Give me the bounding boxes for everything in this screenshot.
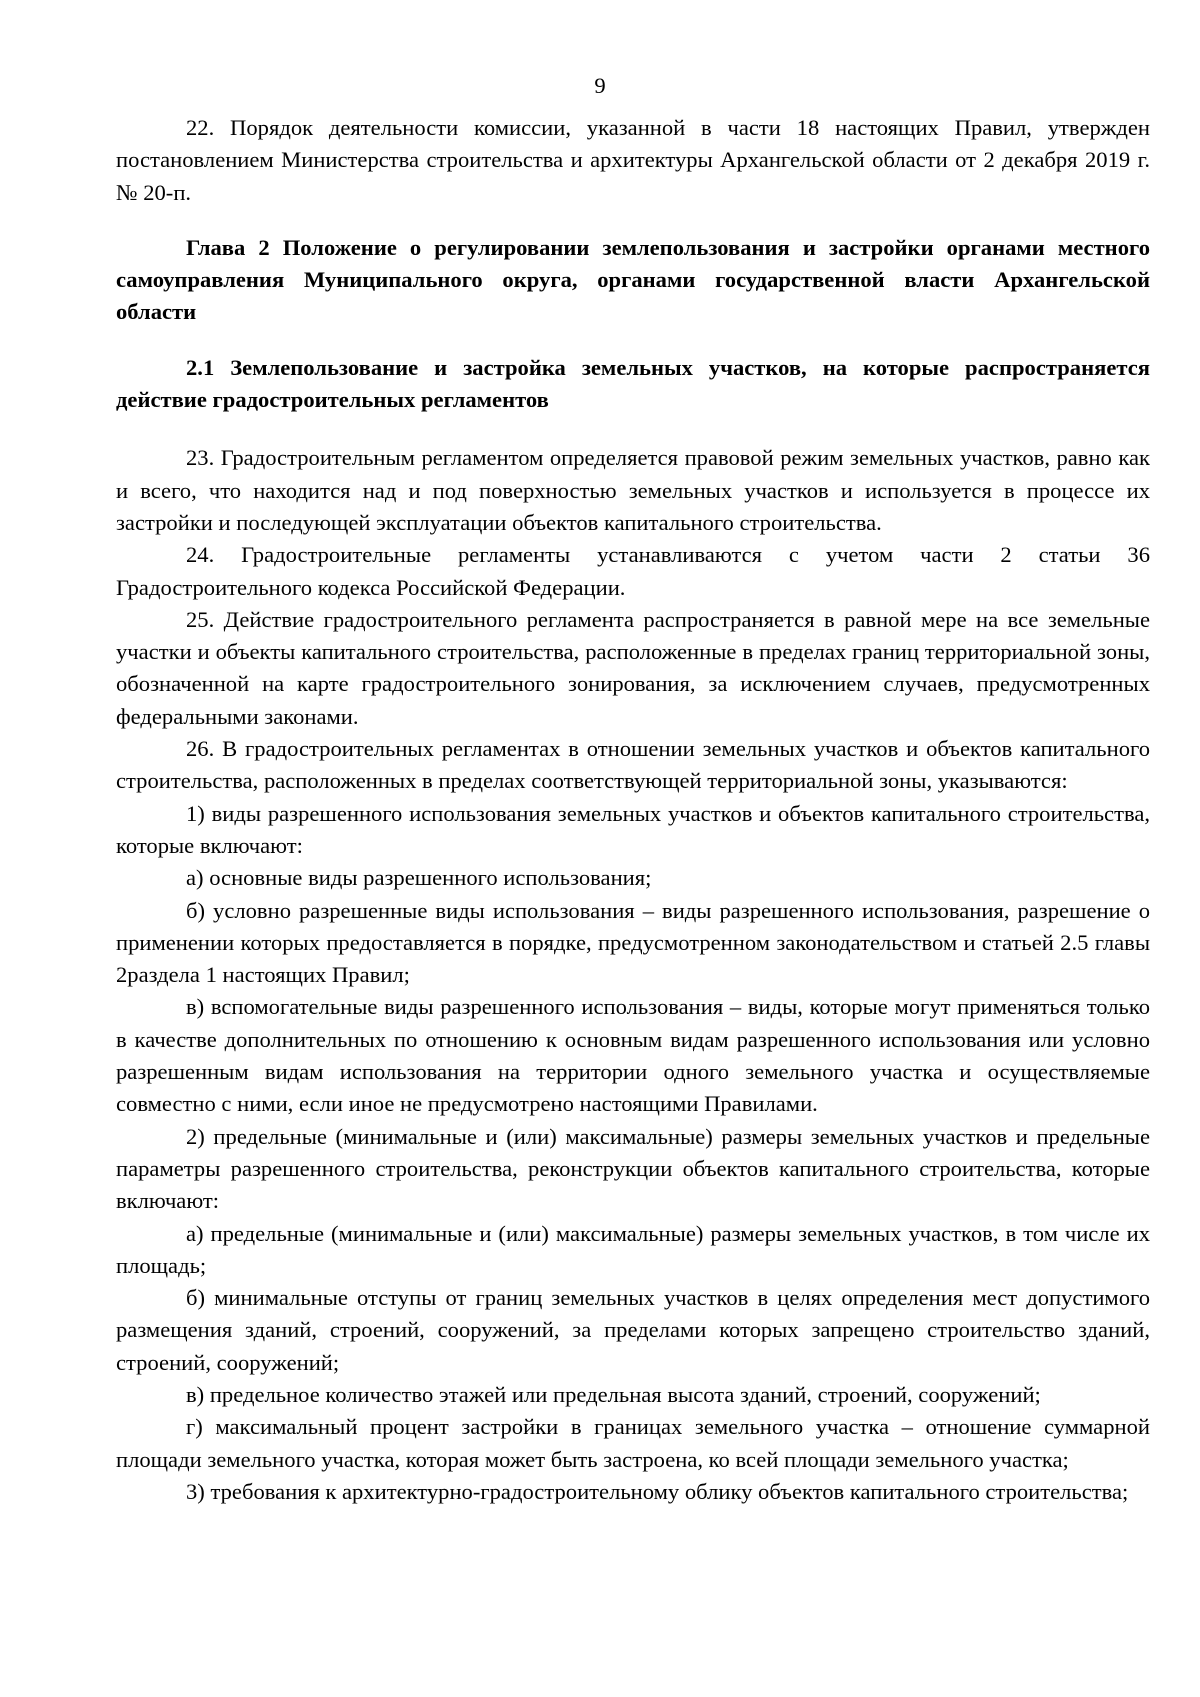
paragraph-25: 25. Действие градостроительного регламента распространяется в равной мере на все земельные участки и объекты капитального строительства, расположенные в пределах границ территориальной зоны, обозначенной на карте градостроительного зонирования, за исключением случаев, предусмотренных федеральными законами. bbox=[116, 606, 1150, 729]
chapter-heading: Глава 2 Положение о регулировании землепользования и застройки органами местного самоуправления Муниципального округа, органами государственной власти Архангельской области bbox=[116, 234, 1150, 325]
list-item-2a: а) предельные (минимальные и (или) максимальные) размеры земельных участков, в том числе их площадь; bbox=[116, 1220, 1150, 1278]
list-item-2b: б) минимальные отступы от границ земельных участков в целях определения мест допустимого размещения зданий, строений, сооружений, за пределами которых запрещено строительство зданий, строений, сооружений; bbox=[116, 1285, 1150, 1375]
page-number: 9 bbox=[594, 73, 606, 98]
paragraph-24: 24. Градостроительные регламенты устанавливаются с учетом части 2 статьи 36 Градостроительного кодекса Российской Федерации. bbox=[116, 542, 1150, 600]
spacer bbox=[116, 329, 1150, 352]
list-item-2v: в) предельное количество этажей или предельная высота зданий, строений, сооружений; bbox=[186, 1381, 1041, 1407]
list-item-1a: а) основные виды разрешенного использования; bbox=[186, 865, 652, 891]
list-item-2: 2) предельные (минимальные и (или) максимальные) размеры земельных участков и предельные параметры разрешенного строительства, реконструкции объектов капитального строительства, которые включают: bbox=[116, 1123, 1150, 1214]
section-heading: 2.1 Землепользование и застройка земельных участков, на которые распространяется действие градостроительных регламентов bbox=[116, 354, 1150, 413]
paragraph-22: 22. Порядок деятельности комиссии, указанной в части 18 настоящих Правил, утвержден постановлением Министерства строительства и архитектуры Архангельской области от 2 декабря 2019 г. № 20-п. bbox=[116, 115, 1150, 205]
paragraph-23: 23. Градостроительным регламентом определяется правовой режим земельных участков, равно как и всего, что находится над и под поверхностью земельных участков и используется в процессе их застройки и последующей эксплуатации объектов капитального строительства. bbox=[116, 445, 1150, 535]
spacer bbox=[116, 209, 1150, 232]
list-item-2g: г) максимальный процент застройки в границах земельного участка – отношение суммарной площади земельного участка, которая может быть застроена, ко всей площади земельного участка; bbox=[116, 1414, 1150, 1472]
document-body bbox=[116, 112, 1150, 1508]
paragraph-26: 26. В градостроительных регламентах в отношении земельных участков и объектов капитального строительства, расположенных в пределах соответствующей территориальной зоны, указываются: bbox=[116, 736, 1150, 794]
list-item-1: 1) виды разрешенного использования земельных участков и объектов капитального строительства, которые включают: bbox=[116, 800, 1150, 858]
spacer bbox=[116, 416, 1150, 442]
list-item-1v: в) вспомогательные виды разрешенного использования – виды, которые могут применяться только в качестве дополнительных по отношению к основным видам разрешенного использования или условно разрешенным видам использования на территории одного земельного участка и осуществляемые совместно с ними, если иное не предусмотрено настоящими Правилами. bbox=[116, 994, 1150, 1117]
list-item-1b: б) условно разрешенные виды использования – виды разрешенного использования, разрешение о применении которых предоставляется в порядке, предусмотренном законодательством и статьей 2.5 главы 2раздела 1 настоящих Правил; bbox=[116, 897, 1150, 988]
list-item-3: 3) требования к архитектурно-градостроительному облику объектов капитального строительства; bbox=[186, 1478, 1129, 1504]
